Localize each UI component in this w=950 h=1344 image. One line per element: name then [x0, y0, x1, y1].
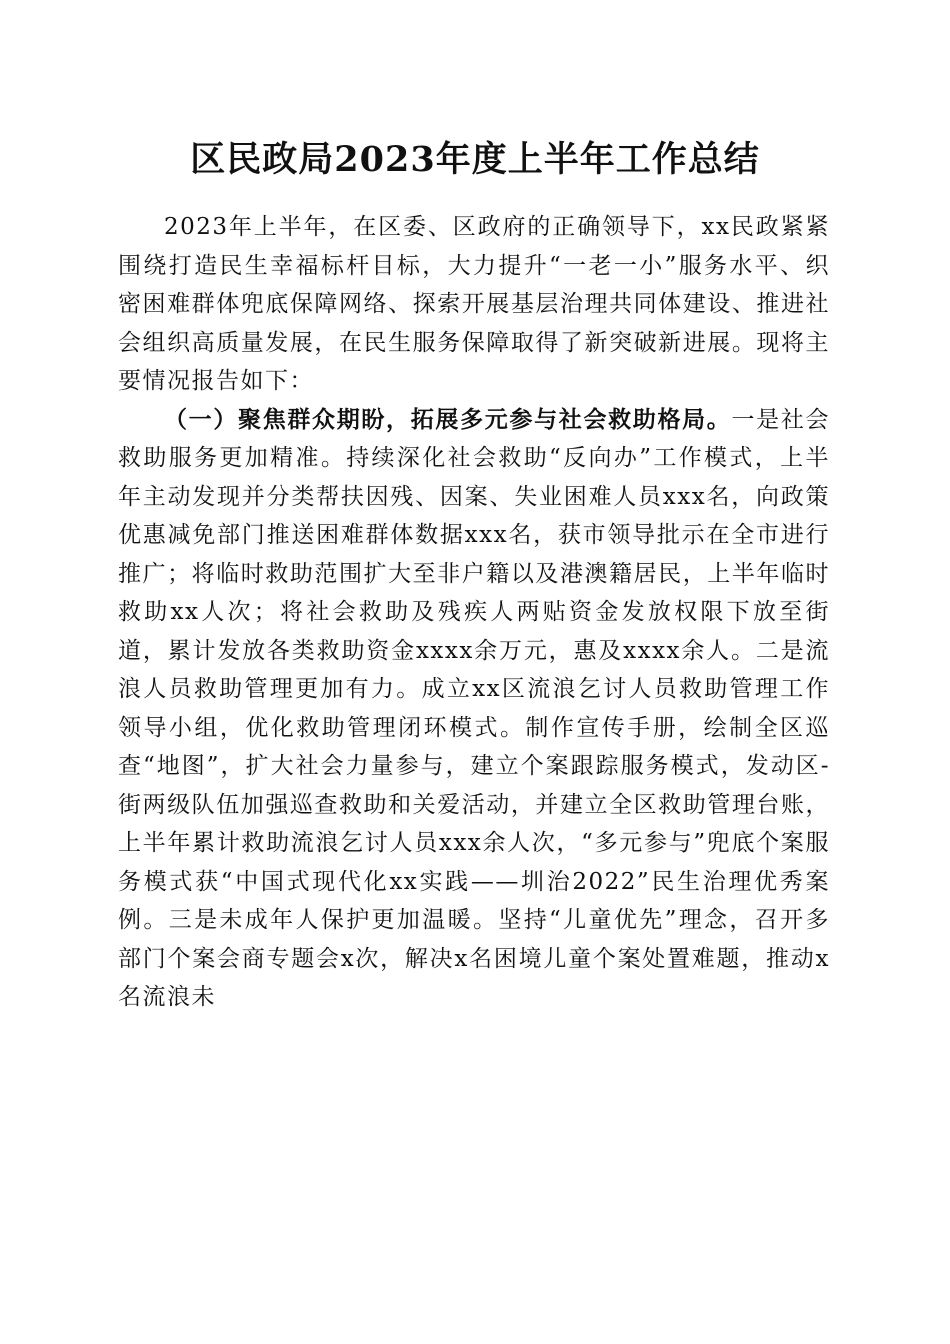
document-body: [118, 208, 830, 1017]
intro-paragraph: [118, 208, 830, 401]
section-one-paragraph: [118, 401, 830, 1017]
document-title: 区民政局2023年度上半年工作总结: [190, 139, 760, 180]
section-one-heading: （一）聚焦群众期盼，拓展多元参与社会救助格局。: [164, 405, 732, 433]
section-one-text: 一是社会救助服务更加精准。持续深化社会救助“反向办”工作模式，上半年主动发现并分类帮扶因残、因案、失业困难人员xxx名，向政策优惠减免部门推送困难群体数据xxx名，获市领导批示在全市进行推广；将临时救助范围扩大至非户籍以及港澳籍居民，上半年临时救助xx人次；将社会救助及残疾人两贴资金发放权限下放至街道，累计发放各类救助资金xxxx余万元，惠及xxxx余人。二是流浪人员救助管理更加有力。成立xx区流浪乞讨人员救助管理工作领导小组，优化救助管理闭环模式。制作宣传手册，绘制全区巡查“地图”，扩大社会力量参与，建立个案跟踪服务模式，发动区-街两级队伍加强巡查救助和关爱活动，并建立全区救助管理台账，上半年累计救助流浪乞讨人员xxx余人次，“多元参与”兜底个案服务模式获“中国式现代化xx实践——圳治2022”民生治理优秀案例。三是未成年人保护更加温暖。坚持“儿童优先”理念，召开多部门个案会商专题会x次，解决x名困境儿童个案处置难题，推动x名流浪未: [118, 406, 831, 1010]
intro-paragraph-text: 2023年上半年，在区委、区政府的正确领导下，xx民政紧紧围绕打造民生幸福标杆目标，大力提升“一老一小”服务水平、织密困难群体兜底保障网络、探索开展基层治理共同体建设、推进社会组织高质量发展，在民生服务保障取得了新突破新进展。现将主要情况报告如下：: [118, 214, 830, 394]
